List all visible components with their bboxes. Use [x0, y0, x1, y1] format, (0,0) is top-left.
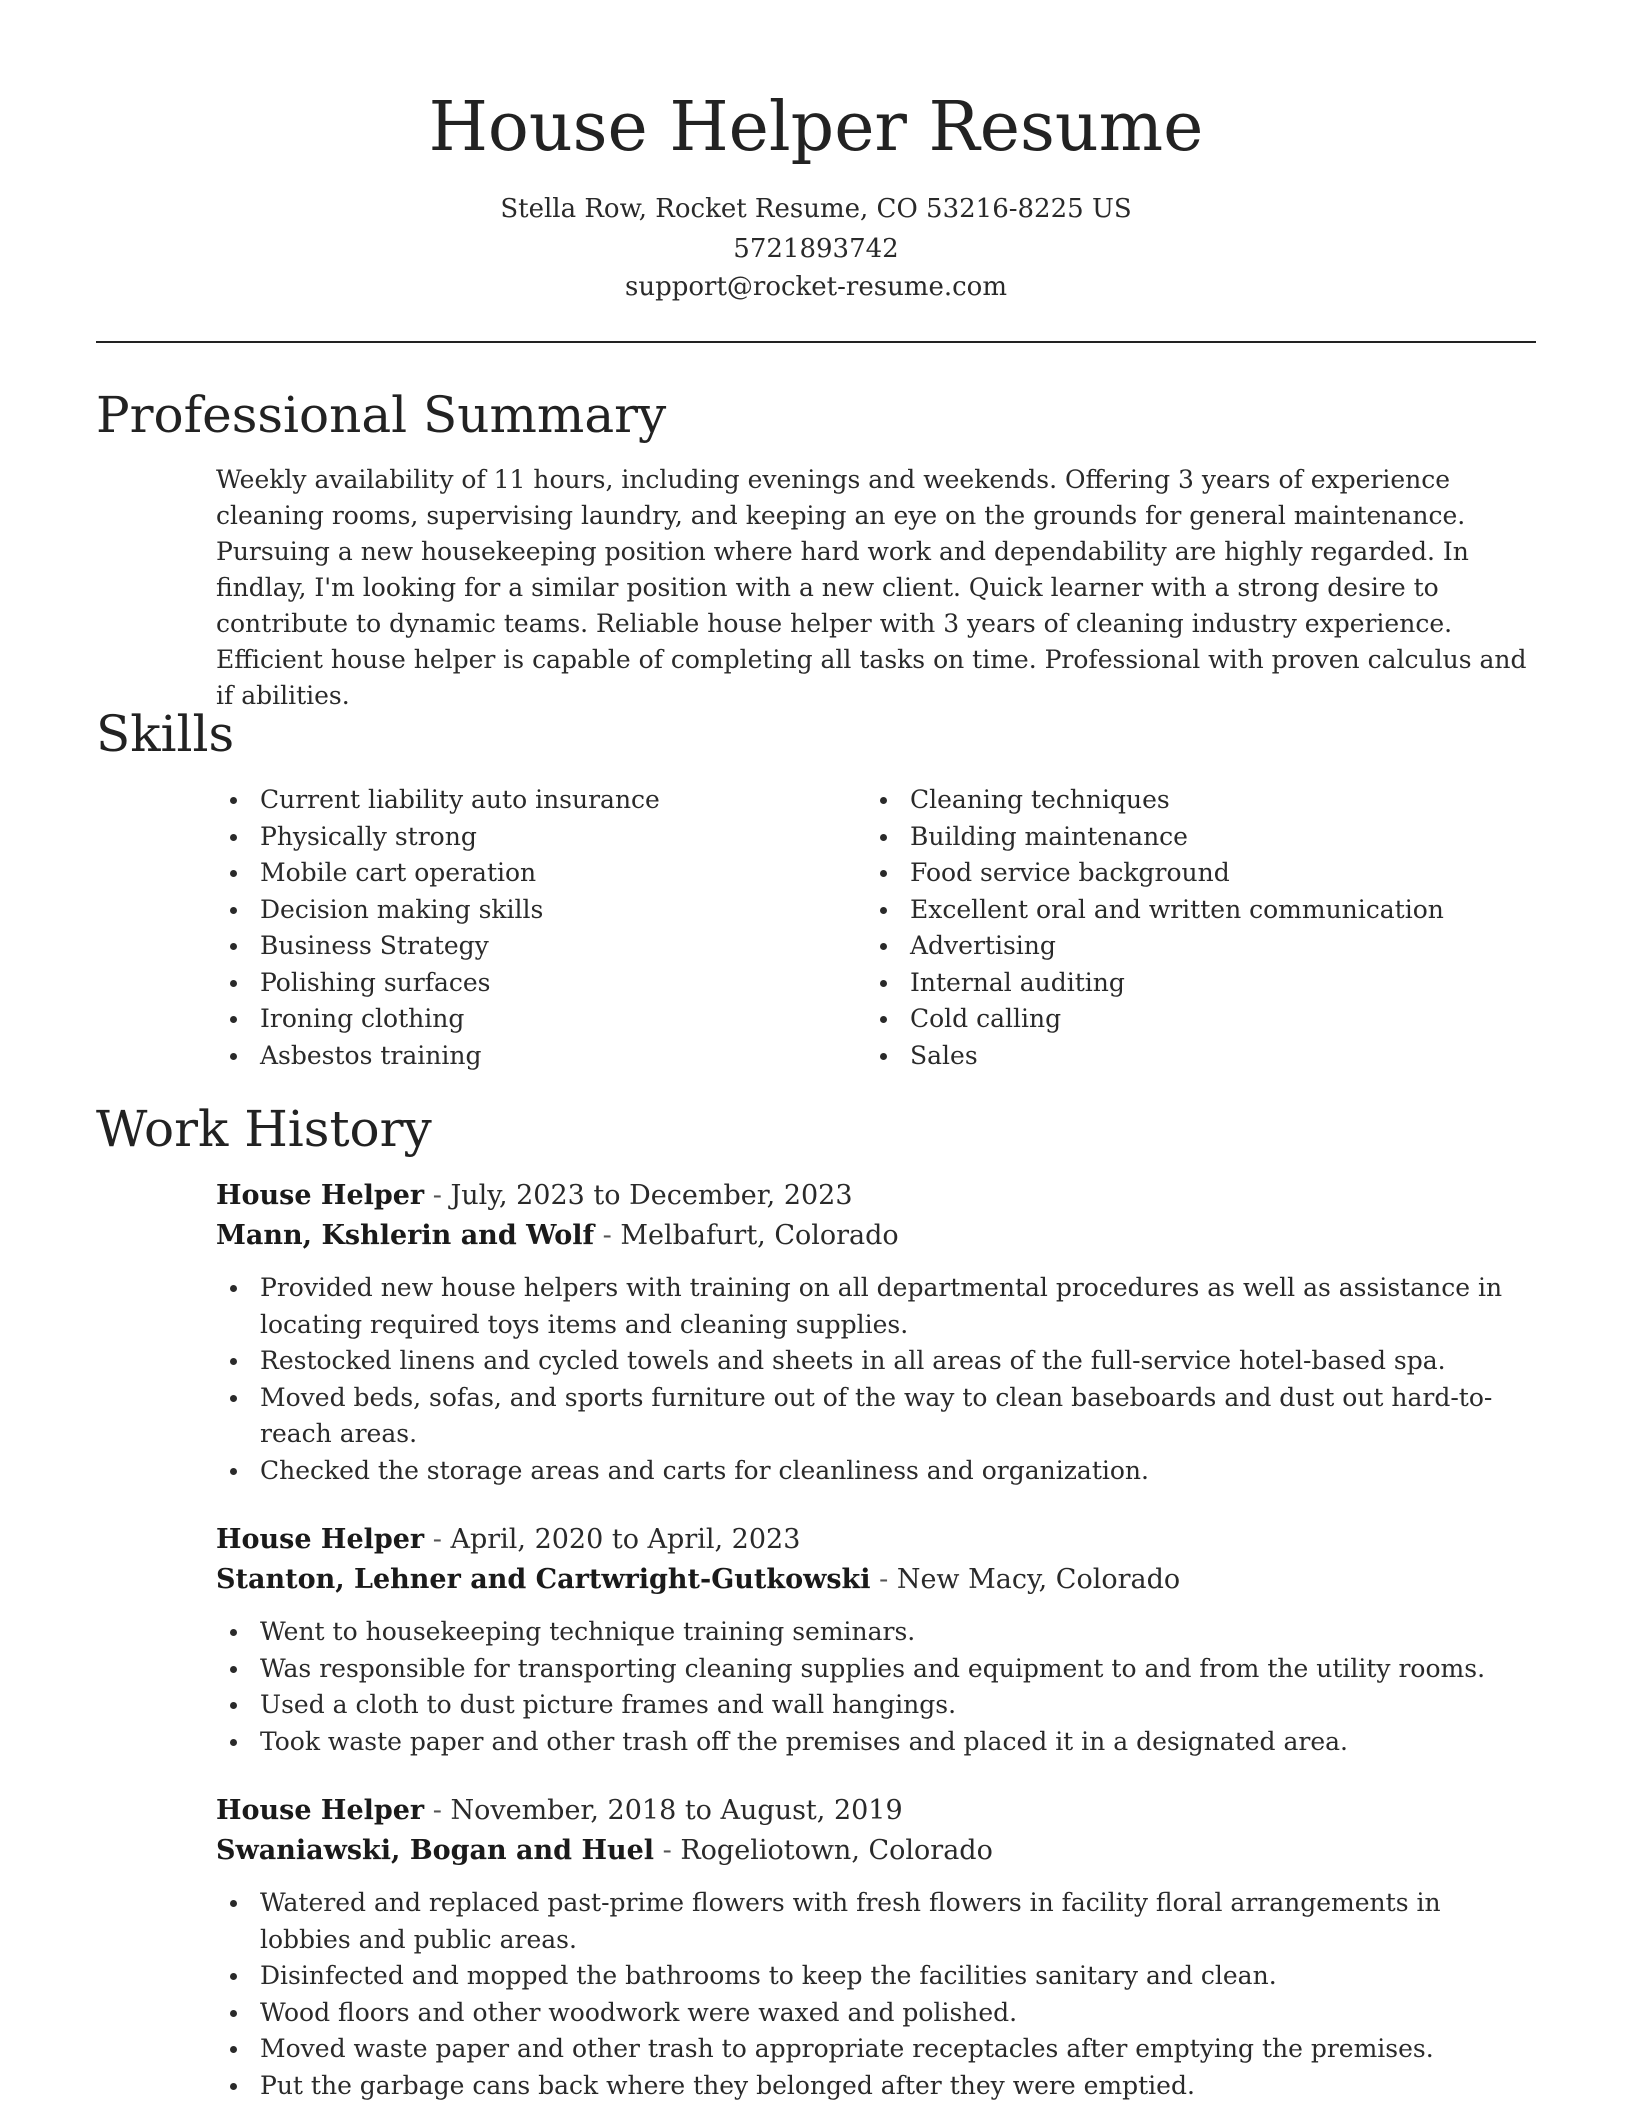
skill-item: Food service background: [866, 855, 1546, 892]
job-separator: -: [424, 1795, 451, 1826]
job-entry: [216, 1520, 1536, 1760]
job-title-line: [216, 1176, 1536, 1216]
skill-item: Cold calling: [866, 1001, 1546, 1038]
job-title: House Helper: [216, 1524, 425, 1555]
job-dates: November, 2018 to August, 2019: [450, 1795, 903, 1826]
skill-item: Asbestos training: [216, 1038, 836, 1075]
job-entry: [216, 1791, 1536, 2104]
job-duty: Checked the storage areas and carts for cleanliness and organization.: [216, 1453, 1536, 1490]
job-dates: April, 2020 to April, 2023: [450, 1524, 801, 1555]
contact-address: Stella Row, Rocket Resume, CO 53216-8225 US: [500, 194, 1132, 224]
job-company: Stanton, Lehner and Cartwright-Gutkowski: [216, 1564, 871, 1595]
skill-item: Ironing clothing: [216, 1001, 836, 1038]
job-duties-list: [216, 1614, 1536, 1760]
resume-title: House Helper Resume: [428, 88, 1204, 167]
contact-phone: 5721893742: [733, 234, 899, 264]
skill-item: Sales: [866, 1038, 1546, 1075]
skill-item: Polishing surfaces: [216, 965, 836, 1002]
job-separator: -: [424, 1180, 451, 1211]
job-duty: Took waste paper and other trash off the premises and placed it in a designated area.: [216, 1724, 1536, 1761]
skill-item: Current liability auto insurance: [216, 782, 836, 819]
job-duty: Provided new house helpers with training on all departmental procedures as well as assistance in locating required toys items and cleaning supplies.: [216, 1270, 1536, 1343]
skill-item: Advertising: [866, 928, 1546, 965]
skills-list-right: [866, 782, 1546, 1074]
skill-item: Physically strong: [216, 819, 836, 856]
contact-email: support@rocket-resume.com: [624, 272, 1007, 302]
skills-heading: Skills: [96, 705, 235, 763]
job-location: Melbafurt, Colorado: [620, 1220, 899, 1251]
job-separator: -: [654, 1835, 681, 1866]
job-separator: -: [594, 1220, 621, 1251]
job-company: Mann, Kshlerin and Wolf: [216, 1220, 595, 1251]
job-duty: Used a cloth to dust picture frames and wall hangings.: [216, 1687, 1536, 1724]
job-duty: Moved beds, sofas, and sports furniture out of the way to clean baseboards and dust out hard-to-reach areas.: [216, 1380, 1536, 1453]
job-duty: Disinfected and mopped the bathrooms to keep the facilities sanitary and clean.: [216, 1958, 1536, 1995]
job-title-line: [216, 1520, 1536, 1560]
job-duties-list: [216, 1270, 1536, 1489]
job-title: House Helper: [216, 1180, 425, 1211]
job-company: Swaniawski, Bogan and Huel: [216, 1835, 655, 1866]
job-location: Rogeliotown, Colorado: [680, 1835, 993, 1866]
job-duties-list: [216, 1885, 1536, 2104]
summary-heading: Professional Summary: [96, 386, 667, 444]
header-divider: [96, 341, 1536, 343]
skill-item: Building maintenance: [866, 819, 1546, 856]
work-history-heading: Work History: [96, 1100, 432, 1158]
skill-item: Business Strategy: [216, 928, 836, 965]
skill-item: Internal auditing: [866, 965, 1546, 1002]
job-title: House Helper: [216, 1795, 425, 1826]
skill-item: Cleaning techniques: [866, 782, 1546, 819]
skill-item: Decision making skills: [216, 892, 836, 929]
job-duty: Wood floors and other woodwork were waxed and polished.: [216, 1995, 1536, 2032]
summary-text: Weekly availability of 11 hours, including evenings and weekends. Offering 3 years of experience cleaning rooms, supervising laundry, and keeping an eye on the grounds for general maintenance. Pursuing a new housekeeping position where hard work and dependability are highly regarded. In findlay, I'm looking for a similar position with a new client. Quick learner with a strong desire to contribute to dynamic teams. Reliable house helper with 3 years of cleaning industry experience. Efficient house helper is capable of completing all tasks on time. Professional with proven calculus and if abilities.: [216, 465, 1527, 710]
skill-item: Mobile cart operation: [216, 855, 836, 892]
job-duty: Moved waste paper and other trash to appropriate receptacles after emptying the premises.: [216, 2031, 1536, 2068]
job-company-line: [216, 1216, 1536, 1256]
job-separator: -: [870, 1564, 897, 1595]
job-duty: Was responsible for transporting cleaning supplies and equipment to and from the utility rooms.: [216, 1651, 1536, 1688]
job-company-line: [216, 1560, 1536, 1600]
job-dates: July, 2023 to December, 2023: [450, 1180, 853, 1211]
job-duty: Put the garbage cans back where they belonged after they were emptied.: [216, 2068, 1536, 2105]
job-duty: Went to housekeeping technique training seminars.: [216, 1614, 1536, 1651]
job-title-line: [216, 1791, 1536, 1831]
job-separator: -: [424, 1524, 451, 1555]
job-company-line: [216, 1831, 1536, 1871]
job-duty: Restocked linens and cycled towels and sheets in all areas of the full-service hotel-based spa.: [216, 1343, 1536, 1380]
skills-list-left: [216, 782, 836, 1074]
job-location: New Macy, Colorado: [896, 1564, 1181, 1595]
job-duty: Watered and replaced past-prime flowers with fresh flowers in facility floral arrangements in lobbies and public areas.: [216, 1885, 1536, 1958]
skill-item: Excellent oral and written communication: [866, 892, 1546, 929]
job-entry: [216, 1176, 1536, 1489]
